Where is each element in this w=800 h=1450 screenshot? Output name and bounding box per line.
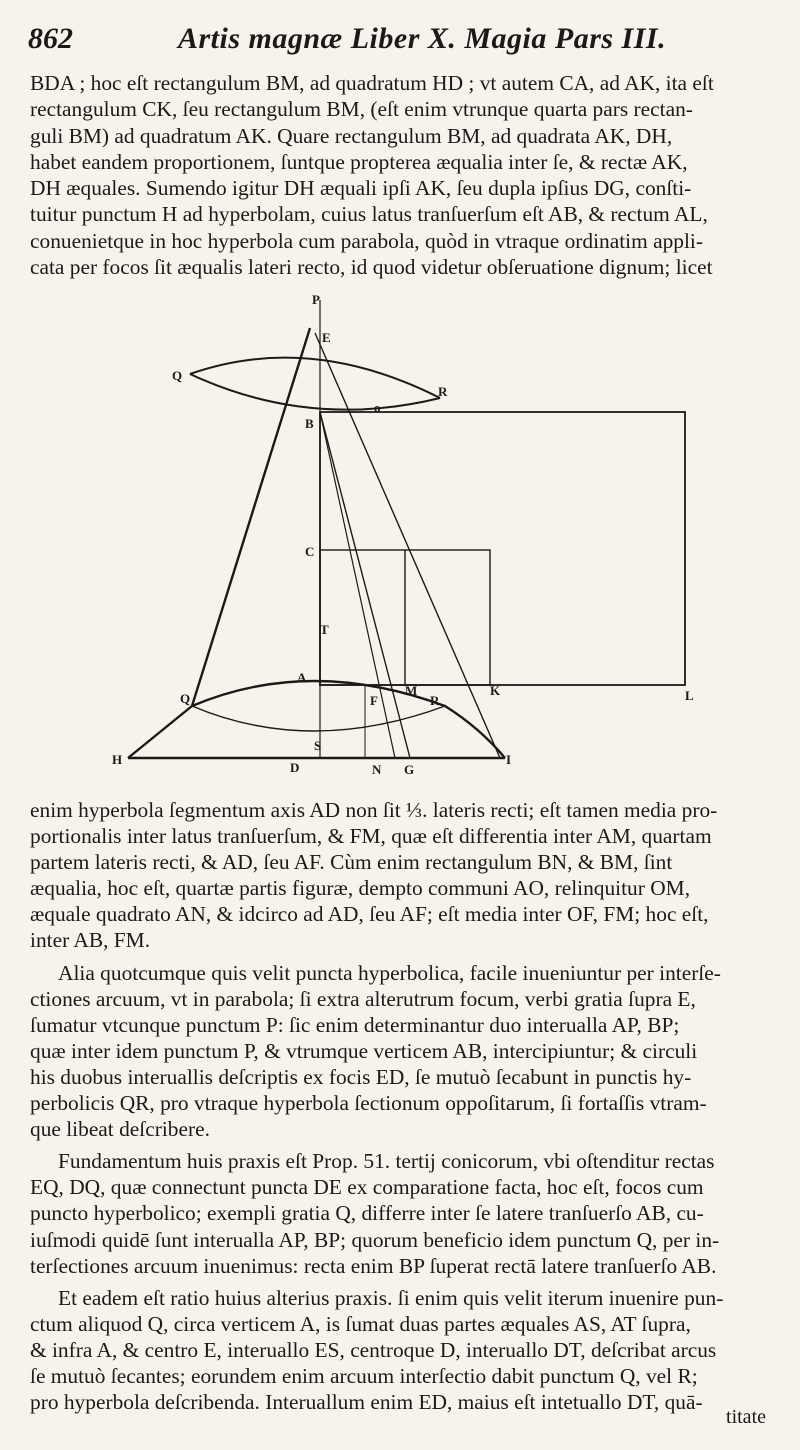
paragraph: [30, 960, 778, 1143]
text-line: portionalis inter latus tranſuerſum, & FM, quæ eſt differentia inter AM, quartam: [30, 824, 712, 849]
label-r-lower: R: [430, 693, 440, 708]
label-g: G: [404, 762, 415, 777]
text-line: his duobus interuallis deſcriptis ex focis ED, ſe mutuò ſecabunt in punctis hy-: [30, 1064, 692, 1089]
label-k: K: [490, 683, 501, 698]
text-line: perbolicis QR, pro vtraque hyperbola ſectionum oppoſitarum, ſi fortaſſis vtram-: [30, 1091, 707, 1116]
text-line: guli BM) ad quadratum AK. Quare rectangulum BM, ad quadrata AK, DH,: [30, 123, 673, 148]
text-line: DH æquales. Sumendo igitur DH æquali ipſi AK, ſeu dupla ipſius DG, conſti-: [30, 176, 692, 201]
label-e: E: [322, 330, 331, 345]
hyperbola-curve: [192, 681, 505, 758]
line-h-q: [128, 706, 192, 758]
label-t: T: [320, 622, 329, 637]
text-line: & infra A, & centro E, interuallo ES, centroque D, interuallo DT, deſcribat arcus: [30, 1337, 717, 1362]
line-e-q: [192, 328, 310, 706]
paragraph: [30, 1285, 778, 1415]
label-p: P: [312, 292, 320, 307]
label-o: o: [374, 400, 381, 415]
text-line: terſectiones arcuum inuenimus: recta enim BP ſuperat rectā latere tranſuerſo AB.: [30, 1253, 717, 1278]
text-line: inter AB, FM.: [30, 928, 151, 953]
hyperbola-figure: [100, 288, 720, 790]
text-line: iuſmodi quidē ſunt interualla AP, BP; quorum beneficio idem punctum Q, per in-: [30, 1227, 720, 1252]
label-c: C: [305, 544, 315, 559]
rectangle-bl: [320, 412, 685, 685]
text-line: ctum aliquod Q, circa verticem A, is ſumat duas partes æquales AS, AT ſupra,: [30, 1311, 691, 1336]
text-line: partem lateris recti, & AD, ſeu AF. Cùm enim rectangulum BN, & BM, ſint: [30, 850, 673, 875]
text-line: ſe mutuò ſecantes; eorundem enim arcuum interſectio dabit punctum Q, vel R;: [30, 1363, 698, 1388]
label-r: R: [438, 384, 448, 399]
text-line: æqualia, hoc eſt, quartæ partis figuræ, dempto communi AO, relinquitur OM,: [30, 876, 691, 901]
page-header: [28, 22, 768, 62]
text-line: pro hyperbola deſcribenda. Interuallum enim ED, maius eſt intetuallo DT, quā-: [30, 1390, 703, 1415]
upper-arc: [190, 358, 440, 398]
label-n: N: [372, 762, 382, 777]
text-line: quæ inter idem punctum P, & vtrumque verticem AB, intercipiuntur; & circuli: [30, 1038, 698, 1063]
text-line: Fundamentum huis praxis eſt Prop. 51. tertij conicorum, vbi oſtenditur rectas: [58, 1149, 715, 1174]
label-m: M: [405, 683, 418, 698]
label-s: S: [314, 738, 322, 753]
text-line: enim hyperbola ſegmentum axis AD non ſit ⅓. lateris recti; eſt tamen media pro-: [30, 798, 718, 822]
label-q-lower: Q: [180, 691, 191, 706]
lower-arc: [192, 706, 445, 731]
text-line: ſumatur vtcunque punctum P: ſic enim determinantur duo interualla AP, BP;: [30, 1012, 680, 1037]
text-line: Et eadem eſt ratio huius alterius praxis. ſi enim quis velit iterum inuenire pun-: [58, 1285, 724, 1310]
text-line: que libeat deſcribere.: [30, 1117, 210, 1142]
text-line: cata per focos ſit æqualis lateri recto, id quod videtur obſeruatione dignum; licet: [30, 255, 713, 280]
text-line: EQ, DQ, quæ connectunt puncta DE ex comparatione facta, hoc eſt, focos cum: [30, 1175, 704, 1200]
geometric-diagram: [100, 288, 720, 790]
label-h: H: [112, 752, 123, 767]
label-b: B: [305, 416, 314, 431]
text-line: ctiones arcuum, vt in parabola; ſi extra alterutrum focum, verbi gratia ſupra E,: [30, 986, 696, 1011]
label-i: I: [506, 752, 512, 767]
label-a: A: [297, 670, 307, 685]
label-f: F: [370, 693, 378, 708]
text-line: habet eandem proportionem, ſuntque propterea æqualia inter ſe, & rectæ AK,: [30, 149, 688, 174]
paragraph: [30, 797, 778, 954]
label-d: D: [290, 760, 300, 775]
text-line: conuenietque in hoc hyperbola cum parabola, quòd in vtraque ordinatim appli-: [30, 228, 704, 253]
label-q: Q: [172, 368, 183, 383]
text-line: puncto hyperbolico; exempli gratia Q, differre inter ſe latere tranſuerſo AB, cu-: [30, 1201, 704, 1226]
text-line: BDA ; hoc eſt rectangulum BM, ad quadratum HD ; vt autem CA, ad AK, ita eſt: [30, 71, 714, 95]
top-paragraph: [30, 70, 778, 280]
upper-arc: [190, 374, 440, 410]
label-l: L: [685, 688, 694, 703]
catchword: titate: [726, 1406, 766, 1428]
line-b-n: [320, 412, 395, 758]
text-line: tuitur punctum H ad hyperbolam, cuius latus tranſuerſum eſt AB, & rectum AL,: [30, 202, 708, 227]
text-line: rectangulum CK, ſeu rectangulum BM, (eſt enim vtrunque quarta pars rectan-: [30, 97, 693, 122]
running-head: Artis magnæ Liber X. Magia Pars III.: [178, 22, 667, 55]
bottom-text: [30, 797, 778, 1415]
paragraph: [30, 1148, 778, 1278]
text-line: æquale quadrato AN, & idcirco ad AD, ſeu AF; eſt media inter OF, FM; hoc eſt,: [30, 902, 709, 927]
page-number: 862: [28, 22, 73, 55]
text-line: Alia quotcumque quis velit puncta hyperbolica, facile inueniuntur per interſe-: [58, 960, 721, 985]
